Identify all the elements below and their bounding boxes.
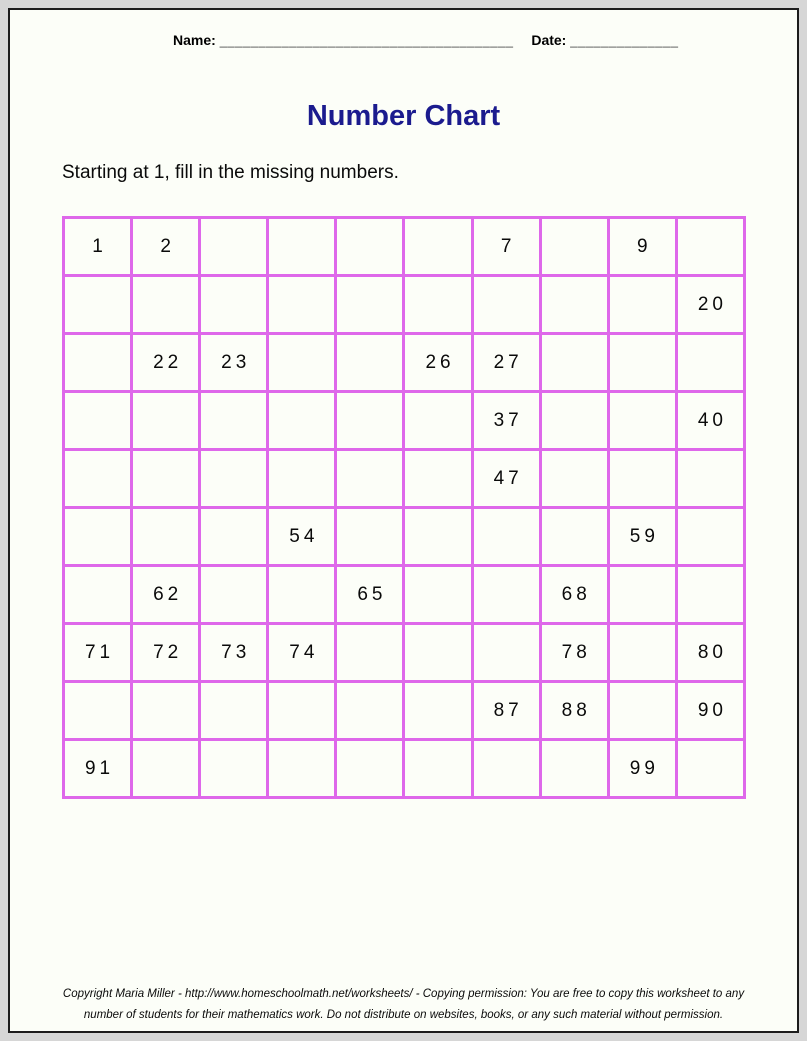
- grid-cell-r9c9[interactable]: [610, 683, 675, 738]
- grid-cell-r6c1[interactable]: [65, 509, 130, 564]
- grid-cell-r9c7: 87: [474, 683, 539, 738]
- grid-cell-r3c6: 26: [405, 335, 470, 390]
- grid-cell-r1c7: 7: [474, 219, 539, 274]
- grid-cell-r2c3[interactable]: [201, 277, 266, 332]
- grid-cell-r5c10[interactable]: [678, 451, 743, 506]
- grid-cell-r7c7[interactable]: [474, 567, 539, 622]
- grid-cell-r3c9[interactable]: [610, 335, 675, 390]
- grid-cell-r10c3[interactable]: [201, 741, 266, 796]
- grid-cell-r3c3: 23: [201, 335, 266, 390]
- grid-cell-r10c8[interactable]: [542, 741, 607, 796]
- grid-cell-r9c3[interactable]: [201, 683, 266, 738]
- grid-cell-r10c1: 91: [65, 741, 130, 796]
- grid-cell-r1c8[interactable]: [542, 219, 607, 274]
- grid-cell-r8c7[interactable]: [474, 625, 539, 680]
- grid-cell-r2c2[interactable]: [133, 277, 198, 332]
- grid-cell-r9c8: 88: [542, 683, 607, 738]
- number-grid: [62, 216, 746, 799]
- grid-cell-r7c3[interactable]: [201, 567, 266, 622]
- grid-cell-r6c5[interactable]: [337, 509, 402, 564]
- grid-cell-r4c8[interactable]: [542, 393, 607, 448]
- grid-cell-r2c9[interactable]: [610, 277, 675, 332]
- footer-line-1: Copyright Maria Miller - http://www.homeschoolmath.net/worksheets/ - Copying permission: You are free to copy this worksheet to any: [62, 988, 745, 1000]
- grid-cell-r1c2: 2: [133, 219, 198, 274]
- grid-cell-r8c5[interactable]: [337, 625, 402, 680]
- grid-cell-r9c4[interactable]: [269, 683, 334, 738]
- grid-cell-r9c10: 90: [678, 683, 743, 738]
- grid-cell-r8c10: 80: [678, 625, 743, 680]
- grid-cell-r4c6[interactable]: [405, 393, 470, 448]
- grid-cell-r4c5[interactable]: [337, 393, 402, 448]
- grid-cell-r8c6[interactable]: [405, 625, 470, 680]
- grid-cell-r1c1: 1: [65, 219, 130, 274]
- name-date-header: [173, 32, 679, 48]
- grid-cell-r6c7[interactable]: [474, 509, 539, 564]
- name-label: Name:: [173, 32, 216, 48]
- grid-cell-r3c5[interactable]: [337, 335, 402, 390]
- grid-cell-r9c1[interactable]: [65, 683, 130, 738]
- grid-cell-r7c10[interactable]: [678, 567, 743, 622]
- footer-line-2: number of students for their mathematics work. Do not distribute on websites, books, or any such material without permission.: [83, 1009, 724, 1021]
- grid-cell-r6c4: 54: [269, 509, 334, 564]
- grid-cell-r4c10: 40: [678, 393, 743, 448]
- date-fill-line[interactable]: ______________: [570, 33, 679, 48]
- grid-cell-r3c7: 27: [474, 335, 539, 390]
- grid-cell-r4c2[interactable]: [133, 393, 198, 448]
- grid-cell-r3c4[interactable]: [269, 335, 334, 390]
- grid-cell-r6c9: 59: [610, 509, 675, 564]
- grid-cell-r10c10[interactable]: [678, 741, 743, 796]
- grid-cell-r1c10[interactable]: [678, 219, 743, 274]
- grid-cell-r9c5[interactable]: [337, 683, 402, 738]
- grid-cell-r3c8[interactable]: [542, 335, 607, 390]
- grid-cell-r5c4[interactable]: [269, 451, 334, 506]
- grid-cell-r4c1[interactable]: [65, 393, 130, 448]
- grid-cell-r8c8: 78: [542, 625, 607, 680]
- grid-cell-r5c7: 47: [474, 451, 539, 506]
- grid-cell-r1c5[interactable]: [337, 219, 402, 274]
- instruction-text: Starting at 1, fill in the missing numbers.: [62, 162, 399, 183]
- grid-cell-r5c6[interactable]: [405, 451, 470, 506]
- grid-cell-r10c2[interactable]: [133, 741, 198, 796]
- grid-cell-r8c1: 71: [65, 625, 130, 680]
- grid-cell-r5c1[interactable]: [65, 451, 130, 506]
- grid-cell-r8c3: 73: [201, 625, 266, 680]
- grid-cell-r4c4[interactable]: [269, 393, 334, 448]
- grid-cell-r7c5: 65: [337, 567, 402, 622]
- grid-cell-r10c4[interactable]: [269, 741, 334, 796]
- grid-cell-r10c5[interactable]: [337, 741, 402, 796]
- grid-cell-r9c2[interactable]: [133, 683, 198, 738]
- grid-cell-r1c9: 9: [610, 219, 675, 274]
- grid-cell-r1c6[interactable]: [405, 219, 470, 274]
- grid-cell-r6c3[interactable]: [201, 509, 266, 564]
- grid-cell-r5c8[interactable]: [542, 451, 607, 506]
- grid-cell-r7c9[interactable]: [610, 567, 675, 622]
- grid-cell-r7c2: 62: [133, 567, 198, 622]
- grid-cell-r8c4: 74: [269, 625, 334, 680]
- worksheet-page: [8, 8, 799, 1033]
- footer-copyright: [10, 984, 797, 1026]
- grid-cell-r3c10[interactable]: [678, 335, 743, 390]
- grid-cell-r4c7: 37: [474, 393, 539, 448]
- grid-cell-r2c7[interactable]: [474, 277, 539, 332]
- grid-cell-r10c6[interactable]: [405, 741, 470, 796]
- grid-cell-r5c3[interactable]: [201, 451, 266, 506]
- grid-cell-r4c3[interactable]: [201, 393, 266, 448]
- grid-cell-r6c6[interactable]: [405, 509, 470, 564]
- grid-cell-r5c2[interactable]: [133, 451, 198, 506]
- grid-cell-r1c3[interactable]: [201, 219, 266, 274]
- grid-cell-r2c4[interactable]: [269, 277, 334, 332]
- grid-cell-r10c9: 99: [610, 741, 675, 796]
- grid-cell-r3c1[interactable]: [65, 335, 130, 390]
- name-fill-line[interactable]: ______________________________________: [219, 33, 514, 48]
- grid-cell-r6c8[interactable]: [542, 509, 607, 564]
- grid-cell-r2c5[interactable]: [337, 277, 402, 332]
- grid-cell-r4c9[interactable]: [610, 393, 675, 448]
- grid-cell-r1c4[interactable]: [269, 219, 334, 274]
- grid-cell-r7c8: 68: [542, 567, 607, 622]
- grid-cell-r5c9[interactable]: [610, 451, 675, 506]
- grid-cell-r7c1[interactable]: [65, 567, 130, 622]
- grid-cell-r6c2[interactable]: [133, 509, 198, 564]
- grid-cell-r5c5[interactable]: [337, 451, 402, 506]
- grid-cell-r7c6[interactable]: [405, 567, 470, 622]
- page-title: Number Chart: [306, 100, 501, 132]
- grid-cell-r10c7[interactable]: [474, 741, 539, 796]
- grid-cell-r3c2: 22: [133, 335, 198, 390]
- grid-cell-r2c10: 20: [678, 277, 743, 332]
- grid-cell-r2c1[interactable]: [65, 277, 130, 332]
- grid-cell-r6c10[interactable]: [678, 509, 743, 564]
- grid-cell-r2c6[interactable]: [405, 277, 470, 332]
- grid-cell-r7c4[interactable]: [269, 567, 334, 622]
- grid-cell-r8c2: 72: [133, 625, 198, 680]
- grid-cell-r2c8[interactable]: [542, 277, 607, 332]
- grid-cell-r9c6[interactable]: [405, 683, 470, 738]
- date-label: Date:: [531, 32, 567, 48]
- grid-cell-r8c9[interactable]: [610, 625, 675, 680]
